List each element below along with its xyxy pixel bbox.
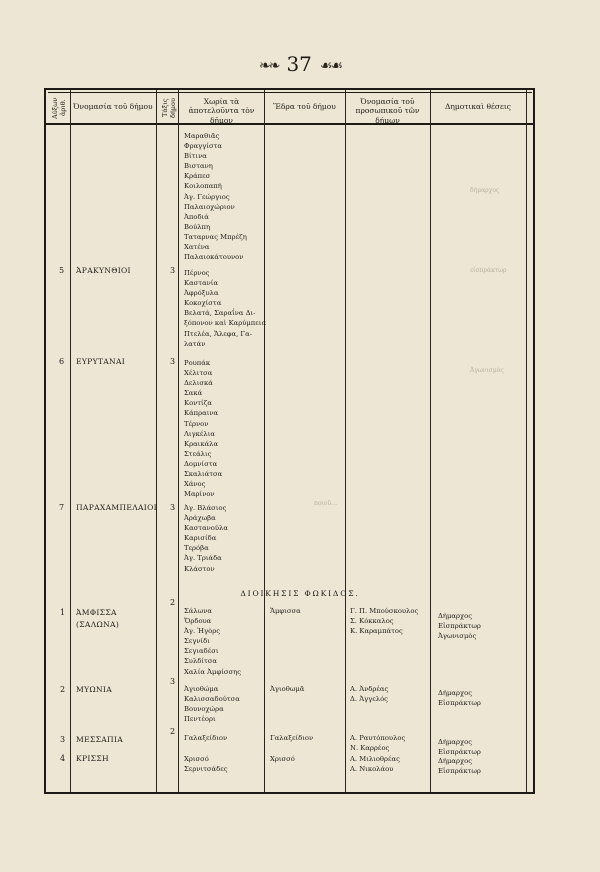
village: Σερνιτσάδες: [184, 765, 228, 774]
header-villages: Χωρία τὰ ἀποτελοῦντα τὸν δῆμον: [188, 97, 255, 125]
village: Ἀγ. Τριάδα: [184, 554, 222, 563]
officer-name: Ν. Καρρέος: [350, 744, 390, 753]
municipality-name: ΜΕΣΣΑΠΙΑ: [76, 735, 124, 744]
officer-list: [350, 684, 388, 704]
row-number: 6: [59, 357, 65, 366]
village: Σακά: [184, 389, 203, 398]
municipality-name: ΠΑΡΑΧΑΜΠΕΛΑΙΟΙ: [76, 503, 157, 512]
post: Δήμαρχος: [438, 689, 473, 697]
col-divider: [526, 90, 527, 792]
post: Εἰσπράκτωρ: [438, 767, 481, 776]
municipality-seat: Γαλαξείδιον: [270, 734, 314, 742]
municipality-name: ἈΡΑΚΥΝΘΙΟΙ: [76, 266, 131, 275]
municipality-seat: Χρισσό: [270, 755, 295, 763]
col-divider: [156, 90, 157, 792]
village: Χρισσό: [184, 755, 209, 763]
header-posts: Δημοτικαὶ θέσεις: [444, 102, 511, 111]
col-divider: [345, 90, 346, 792]
village: ξόπονον καὶ Καρύμπεια: [184, 319, 267, 328]
village: Χαλία Ἀμφίσσης: [184, 667, 242, 676]
col-divider: [264, 90, 265, 792]
village: Πτελέα, Ἄλεφα, Γα-: [184, 329, 253, 338]
village: Καστανία: [184, 279, 219, 288]
village: Στεάλις: [184, 449, 212, 458]
municipality-name: ΚΡΙΣΣΗ: [76, 754, 109, 763]
village: Τερόβα: [184, 544, 209, 553]
village: Κοκοχίστα: [184, 299, 222, 308]
officer-name: Α. Ἀνδρέας: [350, 685, 389, 693]
municipality-seat: Ἀγιοθωμᾶ: [270, 685, 305, 693]
municipality-class: 3: [170, 677, 176, 686]
village: Γαλαξείδιον: [184, 734, 228, 742]
post-list: [438, 688, 481, 708]
village-list: [184, 684, 240, 724]
village: Πεντέορι: [184, 715, 216, 724]
village: Κλάστον: [184, 564, 215, 573]
row-number: 7: [59, 503, 65, 512]
village: Καστανούλα: [184, 524, 228, 533]
village: Καρισίδα: [184, 534, 217, 543]
village: Λιγκέλια: [184, 429, 215, 438]
village: Χατένα: [184, 243, 210, 252]
show-through-text: δήμαρχος: [470, 187, 500, 194]
post: Δήμαρχος: [438, 757, 473, 765]
ornament-left-icon: ❧❧: [258, 57, 279, 74]
municipality-name: ἈΜΦΙΣΣΑ: [76, 608, 117, 617]
page-number-text: 37: [286, 52, 312, 76]
village-list: [184, 503, 228, 574]
village: Ἀγ. Ἠγὸρς: [184, 627, 221, 636]
village-list: [184, 606, 241, 677]
village: Βίτινα: [184, 152, 207, 161]
post: Δήμαρχος: [438, 612, 473, 620]
col-divider: [430, 90, 431, 792]
village: Ἀγ. Βλάσιος: [184, 504, 227, 512]
village: Βούλπη: [184, 222, 211, 231]
show-through-text: Ἀγωνισμὸς: [470, 367, 504, 374]
post: Εἰσπράκτωρ: [438, 699, 481, 708]
village: Βελατά, Σαραΐνα Δι-: [184, 309, 256, 318]
municipality-class: 3: [170, 266, 176, 275]
header-officers: Ὀνομασία τοῦ προσωπικοῦ τῶν δήμων: [355, 97, 420, 125]
village: Δελισκά: [184, 379, 213, 388]
municipality-class: 3: [170, 503, 176, 512]
village: Κοντίζα: [184, 399, 213, 408]
row-number: 5: [59, 266, 65, 275]
post-list: [438, 611, 481, 641]
municipality-name: ΜΥΩΝΙΑ: [76, 685, 113, 694]
officer-name: Σ. Κόκκαλος: [350, 617, 394, 626]
village: Κράπεσ: [184, 172, 211, 181]
page-number: [0, 52, 600, 76]
post: Δήμαρχος: [438, 738, 473, 746]
municipality-class: 2: [170, 598, 176, 607]
show-through-text: εἰσπράκτωρ: [470, 267, 507, 274]
post: Ἀγωνισμὸς: [438, 632, 477, 641]
village: Φραγγίστα: [184, 142, 222, 151]
header-order: Αύξων ἀριθ.: [51, 97, 68, 119]
officer-list: [350, 606, 418, 636]
officer-name: Γ. Π. Μπούσκουλος: [350, 607, 419, 615]
row-number: 1: [60, 608, 66, 617]
village-list: [184, 131, 247, 262]
village: Ἀφρόξυλα: [184, 289, 219, 298]
village: Σεγνίδι: [184, 637, 210, 646]
section-title: ΔΙΟΙΚΗΣΙΣ ΦΩΚΙΔΟΣ.: [240, 589, 360, 598]
post-list: [438, 756, 481, 776]
officer-name: Α. Μιλιοθρέας: [350, 755, 400, 763]
officer-list: [350, 733, 405, 753]
officer-name: Δ. Ἀγγελός: [350, 695, 388, 704]
village: Ἀγ. Γεώργιος: [184, 192, 230, 201]
header-seat: Ἕδρα τοῦ δήμου: [273, 102, 336, 111]
village: Βιστανη: [184, 162, 213, 171]
post: Εἰσπράκτωρ: [438, 748, 481, 757]
officer-name: Α. Νικολάου: [350, 765, 394, 774]
row-number: 4: [60, 754, 66, 763]
col-divider: [70, 90, 71, 792]
village: Κοιλοπαπή: [184, 182, 222, 191]
header-rule: [46, 123, 534, 125]
officer-list: [350, 754, 400, 774]
row-number: 3: [60, 735, 66, 744]
village: Ταταρνας Μπρέζη: [184, 232, 247, 241]
village-list: [184, 733, 227, 743]
village: Συλδίτσα: [184, 657, 217, 666]
village: Ἀποδιά: [184, 212, 209, 221]
village: Σάλωνα: [184, 607, 212, 615]
village: Χάνος: [184, 480, 206, 489]
village: Κάπραινα: [184, 409, 219, 418]
village: Ἀγιοθώμα: [184, 685, 219, 693]
village: Μαραθιᾶς: [184, 132, 220, 140]
village: Κραικάλα: [184, 439, 219, 448]
top-rule: [48, 92, 532, 93]
show-through-text: ποιοῦ…: [314, 500, 338, 507]
col-divider: [178, 90, 179, 792]
municipality-class: 2: [170, 727, 176, 736]
post-list: [438, 737, 481, 757]
row-number: 2: [60, 685, 66, 694]
village: Μαρίνον: [184, 490, 215, 499]
village: Βουνοχώρα: [184, 705, 224, 714]
village-list: [184, 754, 228, 774]
village: Σεγιαδέσι: [184, 647, 219, 656]
village: Καλισσαδούτσα: [184, 695, 240, 704]
header-class: Τάξις δήμου: [161, 98, 178, 118]
officer-name: Α. Ραυτόπουλος: [350, 734, 406, 742]
municipality-name: ΕΥΡΥΤΑΝΑΙ: [76, 357, 126, 366]
header-name: Ὀνομασία τοῦ δήμου: [73, 102, 153, 111]
village: Χέλιτσα: [184, 369, 213, 378]
village: Σκαλιάτσα: [184, 470, 223, 479]
post: Εἰσπράκτωρ: [438, 622, 481, 631]
village: Πέρνος: [184, 269, 210, 277]
officer-name: Κ. Καραμπάτος: [350, 627, 403, 636]
village: Δομνίστα: [184, 459, 218, 468]
village: Τέρνον: [184, 419, 209, 428]
village: λατάν: [184, 339, 206, 348]
municipality-seat: Ἄμφισσα: [270, 607, 301, 615]
ornament-right-icon: ☙☙: [319, 57, 342, 74]
village: Ἀράχωβα: [184, 514, 216, 523]
municipality-class: 3: [170, 357, 176, 366]
village-list: [184, 358, 222, 499]
village-list: [184, 268, 266, 349]
village: Παλαιοκάτουνον: [184, 253, 244, 262]
village: Παλαιοχώριον: [184, 202, 235, 211]
village: Ὄρδουα: [184, 617, 212, 626]
municipality-alt-name: (ΣΑΛΩΝΑ): [76, 620, 120, 629]
village: Ρουπάκ: [184, 359, 211, 367]
